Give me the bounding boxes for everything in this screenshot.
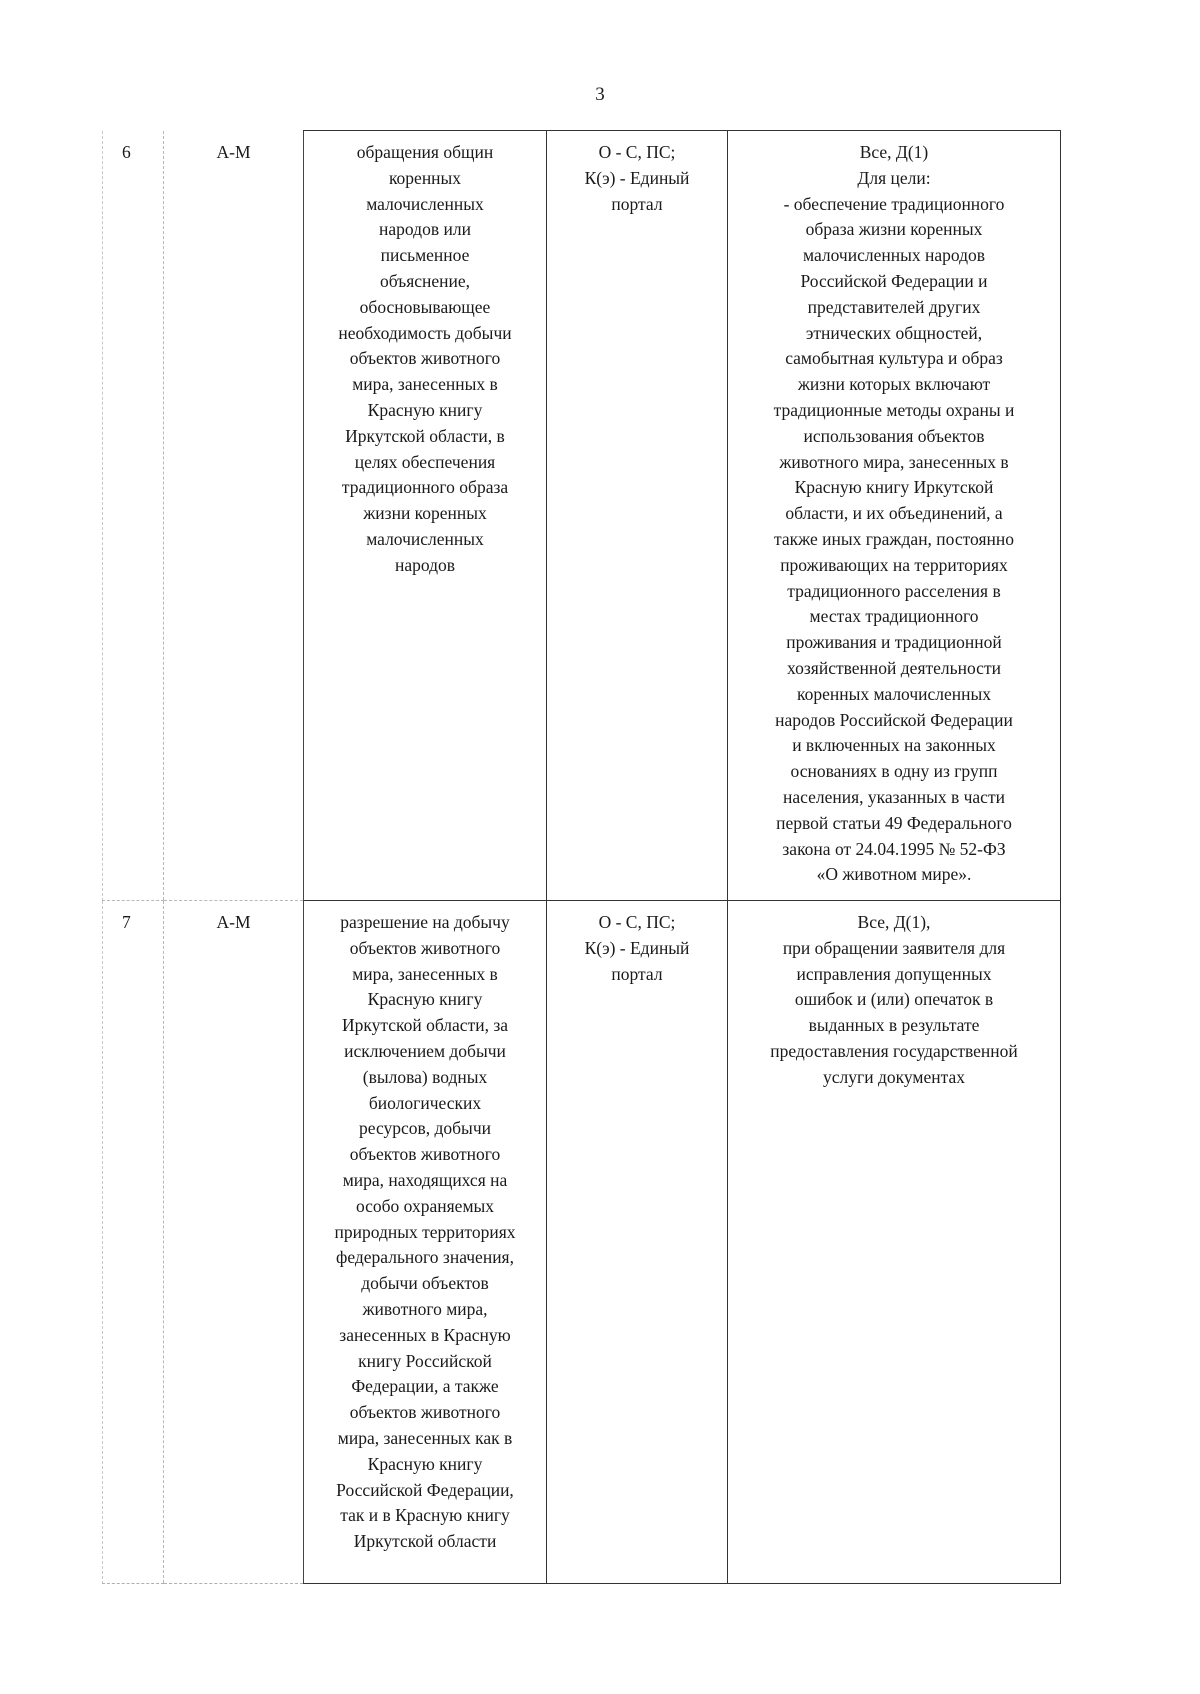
text-line: портал [611, 963, 663, 984]
text-line: Красную книгу [367, 989, 483, 1010]
text-line: при обращении заявителя для [782, 937, 1006, 958]
text-line: О - С, ПС; [598, 142, 676, 162]
text-line: Федерации, а также [351, 1376, 499, 1397]
text-line: Российской Федерации и [800, 270, 988, 291]
row-number-cell [103, 901, 164, 1584]
text-line: закона от 24.04.1995 № 52-ФЗ [782, 838, 1006, 859]
text-line: биологических [368, 1092, 482, 1113]
submission-form-text [550, 910, 724, 987]
applicant-code: А-М [216, 912, 251, 932]
text-line: коренных малочисленных [796, 683, 992, 704]
text-line: Иркутской области, за [341, 1015, 509, 1036]
text-line: этнических общностей, [805, 322, 983, 343]
text-line: Иркутской области [353, 1531, 497, 1552]
text-line: - обеспечение традиционного [783, 193, 1005, 214]
text-line: услуги документах [823, 1066, 965, 1087]
submission-form-cell [547, 131, 728, 901]
text-line: проживания и традиционной [786, 632, 1002, 653]
text-line: населения, указанных в части [783, 786, 1005, 807]
text-line: портал [611, 193, 663, 214]
text-line: Для цели: [857, 167, 931, 188]
text-line: проживающих на территориях [780, 554, 1008, 575]
text-line: народов [394, 554, 456, 575]
text-line: О - С, ПС; [598, 912, 676, 932]
text-line: предоставления государственной [770, 1040, 1018, 1061]
text-line: Красную книгу Иркутской [794, 477, 994, 498]
text-line: мира, занесенных в [352, 374, 498, 395]
text-line: области, и их объединений, а [785, 503, 1003, 524]
text-line: малочисленных народов [803, 245, 985, 266]
document-cell [304, 131, 547, 901]
text-line: ресурсов, добычи [358, 1118, 491, 1139]
text-line: объяснение, [379, 270, 471, 291]
text-line: федерального значения, [336, 1247, 514, 1268]
services-table [102, 130, 1061, 1584]
text-line: первой статьи 49 Федерального [776, 812, 1012, 833]
applicant-code-cell [164, 131, 304, 901]
applicant-category-text [731, 910, 1057, 1091]
text-line: обосновывающее [359, 296, 491, 317]
text-line: также иных граждан, постоянно [773, 528, 1014, 549]
text-line: жизни коренных [363, 503, 487, 524]
text-line: традиционного расселения в [787, 580, 1001, 601]
text-line: «О животном мире». [816, 864, 972, 885]
text-line: добычи объектов [361, 1273, 489, 1294]
text-line: малочисленных [366, 528, 484, 549]
applicant-code-cell [164, 901, 304, 1584]
text-line: особо охраняемых [355, 1195, 495, 1216]
text-line: и включенных на законных [792, 735, 996, 756]
text-line: объектов животного [349, 348, 501, 369]
text-line: исключением добычи [344, 1040, 506, 1061]
applicant-code: А-М [216, 141, 251, 162]
text-line: выданных в результате [808, 1015, 980, 1036]
text-line: местах традиционного [809, 606, 979, 627]
text-line: Красную книгу [367, 1453, 483, 1474]
text-line: целях обеспечения [354, 451, 496, 472]
text-line: животного мира, занесенных в [779, 451, 1009, 472]
text-line: необходимость добычи [338, 322, 512, 343]
text-line: коренных [388, 167, 462, 188]
text-line: мира, занесенных как в [337, 1427, 513, 1448]
text-line: объектов животного [349, 1402, 501, 1423]
text-line: объектов животного [349, 937, 501, 958]
text-line: Все, Д(1) [859, 142, 929, 162]
text-line: К(э) - Единый [584, 937, 690, 958]
text-line: Иркутской области, в [345, 425, 505, 446]
text-line: разрешение на добычу [340, 912, 510, 932]
row-number: 6 [122, 141, 131, 162]
text-line: К(э) - Единый [584, 167, 690, 188]
table-row-6 [103, 131, 1061, 901]
page-number: 3 [595, 84, 605, 105]
text-line: основаниях в одну из групп [790, 761, 998, 782]
text-line: так и в Красную книгу [340, 1505, 510, 1526]
text-line: письменное [380, 245, 470, 266]
applicant-category-text [731, 140, 1057, 888]
row-number-cell [103, 131, 164, 901]
applicant-category-cell [728, 131, 1061, 901]
text-line: мира, находящихся на [342, 1169, 508, 1190]
text-line: Российской Федерации, [336, 1479, 514, 1500]
submission-form-text [550, 140, 724, 217]
text-line: малочисленных [366, 193, 484, 214]
table-row-7 [103, 901, 1061, 1584]
text-line: ошибок и (или) опечаток в [794, 989, 994, 1010]
text-line: традиционные методы охраны и [773, 399, 1015, 420]
submission-form-cell [547, 901, 728, 1584]
applicant-category-cell [728, 901, 1061, 1584]
document-text [307, 140, 543, 579]
text-line: природных территориях [334, 1221, 516, 1242]
text-line: самобытная культура и образ [785, 348, 1003, 369]
text-line: традиционного образа [341, 477, 509, 498]
text-line: обращения общин [356, 142, 494, 162]
text-line: образа жизни коренных [805, 219, 983, 240]
document-text [307, 910, 543, 1555]
text-line: книгу Российской [358, 1350, 492, 1371]
text-line: Красную книгу [367, 399, 483, 420]
text-line: использования объектов [803, 425, 985, 446]
text-line: исправления допущенных [796, 963, 992, 984]
row-number: 7 [122, 912, 131, 932]
text-line: (вылова) водных [362, 1066, 488, 1087]
text-line: мира, занесенных в [352, 963, 498, 984]
text-line: народов или [379, 219, 471, 240]
text-line: занесенных в Красную [339, 1324, 511, 1345]
text-line: представителей других [807, 296, 981, 317]
text-line: объектов животного [349, 1144, 501, 1165]
text-line: животного мира, [362, 1298, 488, 1319]
text-line: Все, Д(1), [857, 912, 931, 932]
text-line: жизни которых включают [797, 374, 991, 395]
document-cell [304, 901, 547, 1584]
text-line: хозяйственной деятельности [787, 657, 1001, 678]
text-line: народов Российской Федерации [775, 709, 1013, 730]
